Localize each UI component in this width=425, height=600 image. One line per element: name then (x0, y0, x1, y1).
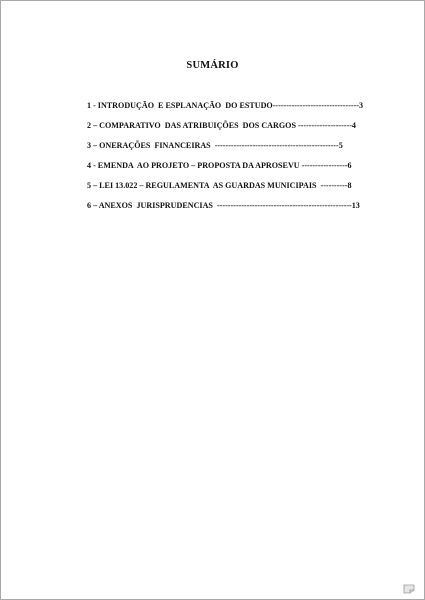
toc-entry-text: 6 – ANEXOS JURISPRUDENCIAS (87, 201, 217, 210)
toc-entry-page: 4 (351, 121, 356, 130)
toc-entry-leader: ----------------- (301, 161, 348, 170)
toc-entry-leader: ---------------------------------------------- (214, 141, 339, 150)
toc-entry-page: 8 (347, 181, 352, 190)
toc-entry-4 (87, 159, 377, 179)
toc-entry-text: 3 – ONERAÇÕES FINANCEIRAS (87, 141, 215, 150)
toc-entry-leader: -------------------------------------------------- (216, 201, 352, 210)
table-of-contents (87, 99, 377, 219)
toc-entry-page: 6 (347, 161, 352, 170)
toc-entry-6 (87, 199, 377, 219)
toc-entry-leader: -------------------- (297, 121, 352, 130)
toc-entry-page: 5 (338, 141, 343, 150)
toc-entry-leader: -------------------------------- (272, 101, 359, 110)
page-curl-icon[interactable] (403, 584, 415, 594)
toc-entry-text: 2 – COMPARATIVO DAS ATRIBUIÇÕES DOS CARGOS (87, 121, 298, 130)
toc-entry-1 (87, 99, 377, 119)
toc-entry-5 (87, 179, 377, 199)
toc-entry-3 (87, 139, 377, 159)
toc-entry-page: 13 (351, 201, 360, 210)
toc-entry-text: 4 - EMENDA AO PROJETO – PROPOSTA DA APROSEVU (87, 161, 302, 170)
toc-entry-2 (87, 119, 377, 139)
toc-entry-page: 3 (358, 101, 364, 110)
toc-entry-text: 1 - INTRODUÇÃO E ESPLANAÇÃO DO ESTUDO (87, 101, 273, 110)
toc-entry-leader: ---------- (320, 181, 348, 190)
toc-entry-text: 5 – LEI 13.022 – REGULAMENTA AS GUARDAS MUNICIPAIS (87, 181, 321, 190)
page-title: SUMÁRIO (186, 60, 239, 71)
